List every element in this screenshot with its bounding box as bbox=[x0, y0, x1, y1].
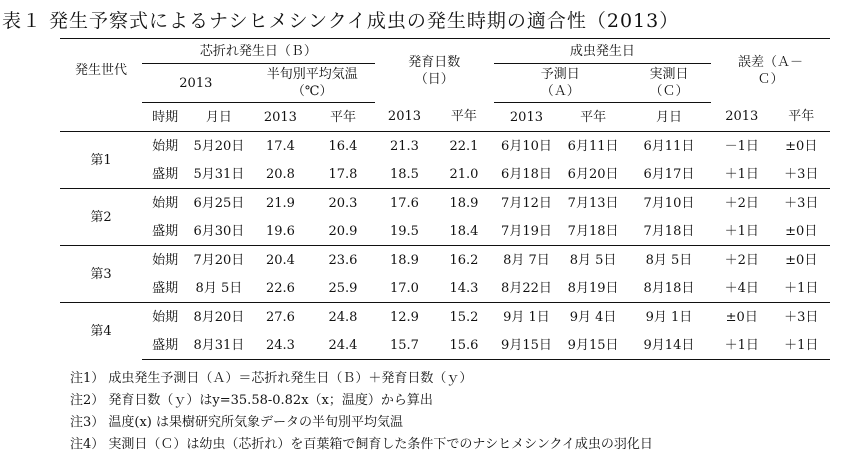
footnote-1: 注1） 成虫発生予測日（Ａ）＝芯折れ発生日（Ｂ）＋発育日数（ｙ） bbox=[70, 371, 473, 386]
table-row bbox=[60, 132, 830, 161]
pred-2013-cell: 9月15日 bbox=[494, 331, 560, 360]
header-generation: 発生世代 bbox=[60, 39, 142, 103]
err-heinen-cell: ＋1日 bbox=[784, 280, 819, 296]
b-date-cell: 5月20日 bbox=[188, 132, 250, 161]
err-2013-cell: ＋1日 bbox=[724, 223, 759, 239]
dev-heinen-cell: 21.0 bbox=[449, 166, 479, 182]
table-row bbox=[60, 303, 830, 332]
header-gosa-label: 誤差（Ａ－Ｃ） bbox=[737, 54, 803, 87]
temp-2013-cell: 21.9 bbox=[250, 189, 312, 218]
b-date-cell: 8月 5日 bbox=[195, 280, 243, 296]
pred-2013-cell: 9月 1日 bbox=[494, 303, 560, 332]
dev-heinen-cell: 22.1 bbox=[434, 132, 493, 161]
footnote-2: 注2） 発育日数（ｙ）はy=35.58-0.82x（x；温度）から算出 bbox=[70, 393, 433, 408]
dev-heinen-cell: 18.4 bbox=[449, 223, 479, 239]
err-heinen-cell: ±0日 bbox=[785, 223, 818, 239]
temp-heinen-cell: 25.9 bbox=[328, 280, 358, 296]
actual-cell: 8月 5日 bbox=[627, 246, 711, 275]
b-date-cell: 8月20日 bbox=[188, 303, 250, 332]
err-2013-cell: －1日 bbox=[711, 132, 773, 161]
header-dev-heinen: 平年 bbox=[434, 103, 493, 132]
pred-heinen-cell: 8月19日 bbox=[567, 280, 619, 296]
temp-2013-cell: 22.6 bbox=[265, 280, 295, 296]
b-date-cell: 7月20日 bbox=[188, 246, 250, 275]
header-yosoku bbox=[494, 64, 627, 103]
period-cell: 盛期 bbox=[152, 280, 179, 296]
dev-2013-cell: 19.5 bbox=[390, 223, 419, 239]
err-heinen-cell: ±0日 bbox=[773, 246, 831, 275]
header-pred-heinen: 平年 bbox=[559, 103, 627, 132]
header-jissoku bbox=[627, 64, 711, 103]
err-2013-cell: ＋2日 bbox=[711, 246, 773, 275]
dev-2013-cell: 15.7 bbox=[375, 331, 434, 360]
dev-2013-cell: 18.9 bbox=[375, 246, 434, 275]
table-row bbox=[60, 274, 830, 303]
temp-2013-cell: 19.6 bbox=[265, 223, 295, 239]
pred-heinen-cell: 7月18日 bbox=[567, 223, 619, 239]
period-cell: 始期 bbox=[142, 189, 188, 218]
pred-2013-cell: 8月 7日 bbox=[494, 246, 560, 275]
pred-heinen-cell: 8月 5日 bbox=[559, 246, 627, 275]
generation-label: 第1 bbox=[60, 132, 142, 189]
temp-2013-cell: 20.8 bbox=[265, 166, 295, 182]
header-gosa bbox=[711, 39, 830, 103]
pred-heinen-cell: 7月13日 bbox=[559, 189, 627, 218]
pred-2013-cell: 7月19日 bbox=[501, 223, 552, 239]
footnote-3: 注3） 温度(x) は果樹研究所気象データの半旬別平均気温 bbox=[70, 415, 404, 430]
header-err-heinen: 平年 bbox=[773, 103, 831, 132]
generation-label: 第3 bbox=[60, 246, 142, 303]
generation-label: 第2 bbox=[60, 189, 142, 246]
err-heinen-cell: ＋3日 bbox=[773, 189, 831, 218]
pred-heinen-cell: 6月11日 bbox=[559, 132, 627, 161]
header-temp bbox=[250, 64, 375, 103]
err-2013-cell: ±0日 bbox=[711, 303, 773, 332]
pred-2013-cell: 6月10日 bbox=[494, 132, 560, 161]
pred-2013-cell: 7月12日 bbox=[494, 189, 560, 218]
header-temp-heinen: 平年 bbox=[311, 103, 375, 132]
temp-heinen-cell: 20.9 bbox=[328, 223, 358, 239]
header-actual-gappi: 月日 bbox=[627, 103, 711, 132]
generation-label: 第4 bbox=[60, 303, 142, 360]
temp-2013-cell: 24.3 bbox=[250, 331, 312, 360]
temp-heinen-cell: 20.3 bbox=[311, 189, 375, 218]
header-err-2013: 2013 bbox=[711, 103, 773, 132]
header-yosoku-label: 予測日（Ａ） bbox=[540, 67, 580, 99]
b-date-cell: 6月25日 bbox=[188, 189, 250, 218]
footnote-4: 注4） 実測日（Ｃ）は幼虫（芯折れ）を百葉箱で飼育した条件下でのナシヒメシンクイ成虫の羽化日 bbox=[70, 437, 653, 452]
err-2013-cell: ＋4日 bbox=[724, 280, 759, 296]
pred-heinen-cell: 9月 4日 bbox=[559, 303, 627, 332]
dev-2013-cell: 17.0 bbox=[390, 280, 419, 296]
temp-2013-cell: 20.4 bbox=[250, 246, 312, 275]
table-row bbox=[60, 246, 830, 275]
err-2013-cell: ＋2日 bbox=[711, 189, 773, 218]
b-date-cell: 6月30日 bbox=[193, 223, 245, 239]
err-2013-cell: ＋1日 bbox=[711, 331, 773, 360]
header-seichu-group: 成虫発生日 bbox=[494, 39, 711, 64]
actual-cell: 9月 1日 bbox=[627, 303, 711, 332]
results-table bbox=[60, 38, 830, 360]
period-cell: 盛期 bbox=[142, 331, 188, 360]
dev-2013-cell: 21.3 bbox=[375, 132, 434, 161]
actual-cell: 6月17日 bbox=[643, 166, 695, 182]
header-dev-2013: 2013 bbox=[375, 103, 434, 132]
header-pred-2013: 2013 bbox=[494, 103, 560, 132]
dev-2013-cell: 12.9 bbox=[375, 303, 434, 332]
temp-heinen-cell: 24.8 bbox=[311, 303, 375, 332]
period-cell: 盛期 bbox=[152, 223, 179, 239]
temp-2013-cell: 27.6 bbox=[250, 303, 312, 332]
table-row bbox=[60, 160, 830, 189]
temp-heinen-cell: 17.8 bbox=[328, 166, 358, 182]
err-heinen-cell: ＋1日 bbox=[773, 331, 831, 360]
pred-2013-cell: 6月18日 bbox=[501, 166, 552, 182]
header-row-3 bbox=[60, 103, 830, 132]
period-cell: 盛期 bbox=[152, 166, 179, 182]
header-gappi: 月日 bbox=[188, 103, 250, 132]
table-row bbox=[60, 217, 830, 246]
pred-heinen-cell: 6月20日 bbox=[567, 166, 619, 182]
dev-heinen-cell: 15.6 bbox=[434, 331, 493, 360]
b-date-cell: 8月31日 bbox=[188, 331, 250, 360]
period-cell: 始期 bbox=[142, 132, 188, 161]
header-jissoku-label: 実測日（Ｃ） bbox=[649, 67, 689, 99]
header-ikusei-label: 発育日数（日） bbox=[408, 54, 461, 87]
err-heinen-cell: ＋3日 bbox=[784, 166, 819, 182]
dev-heinen-cell: 18.9 bbox=[434, 189, 493, 218]
period-cell: 始期 bbox=[142, 246, 188, 275]
dev-2013-cell: 17.6 bbox=[375, 189, 434, 218]
temp-2013-cell: 17.4 bbox=[250, 132, 312, 161]
header-temp-label: 半旬別平均気温（℃） bbox=[266, 67, 358, 99]
actual-cell: 7月18日 bbox=[643, 223, 695, 239]
table-row bbox=[60, 189, 830, 218]
err-2013-cell: ＋1日 bbox=[724, 166, 759, 182]
dev-heinen-cell: 16.2 bbox=[434, 246, 493, 275]
table-row bbox=[60, 331, 830, 360]
actual-cell: 9月14日 bbox=[627, 331, 711, 360]
period-cell: 始期 bbox=[142, 303, 188, 332]
header-row-1 bbox=[60, 39, 830, 64]
err-heinen-cell: ±0日 bbox=[773, 132, 831, 161]
actual-cell: 6月11日 bbox=[627, 132, 711, 161]
temp-heinen-cell: 16.4 bbox=[311, 132, 375, 161]
temp-heinen-cell: 23.6 bbox=[311, 246, 375, 275]
err-heinen-cell: ＋3日 bbox=[773, 303, 831, 332]
header-shinore-group: 芯折れ発生日（Ｂ） bbox=[142, 39, 375, 64]
dev-heinen-cell: 15.2 bbox=[434, 303, 493, 332]
pred-2013-cell: 8月22日 bbox=[501, 280, 552, 296]
header-ikusei bbox=[375, 39, 494, 103]
dev-heinen-cell: 14.3 bbox=[449, 280, 479, 296]
header-b-2013: 2013 bbox=[142, 64, 250, 103]
b-date-cell: 5月31日 bbox=[193, 166, 245, 182]
actual-cell: 7月10日 bbox=[627, 189, 711, 218]
dev-2013-cell: 18.5 bbox=[390, 166, 419, 182]
pred-heinen-cell: 9月15日 bbox=[559, 331, 627, 360]
header-temp-2013: 2013 bbox=[250, 103, 312, 132]
header-jiki: 時期 bbox=[142, 103, 188, 132]
table-title: 表１ 発生予察式によるナシヒメシンクイ成虫の発生時期の適合性（2013） bbox=[2, 10, 680, 32]
actual-cell: 8月18日 bbox=[643, 280, 695, 296]
temp-heinen-cell: 24.4 bbox=[311, 331, 375, 360]
footnotes bbox=[70, 368, 653, 456]
